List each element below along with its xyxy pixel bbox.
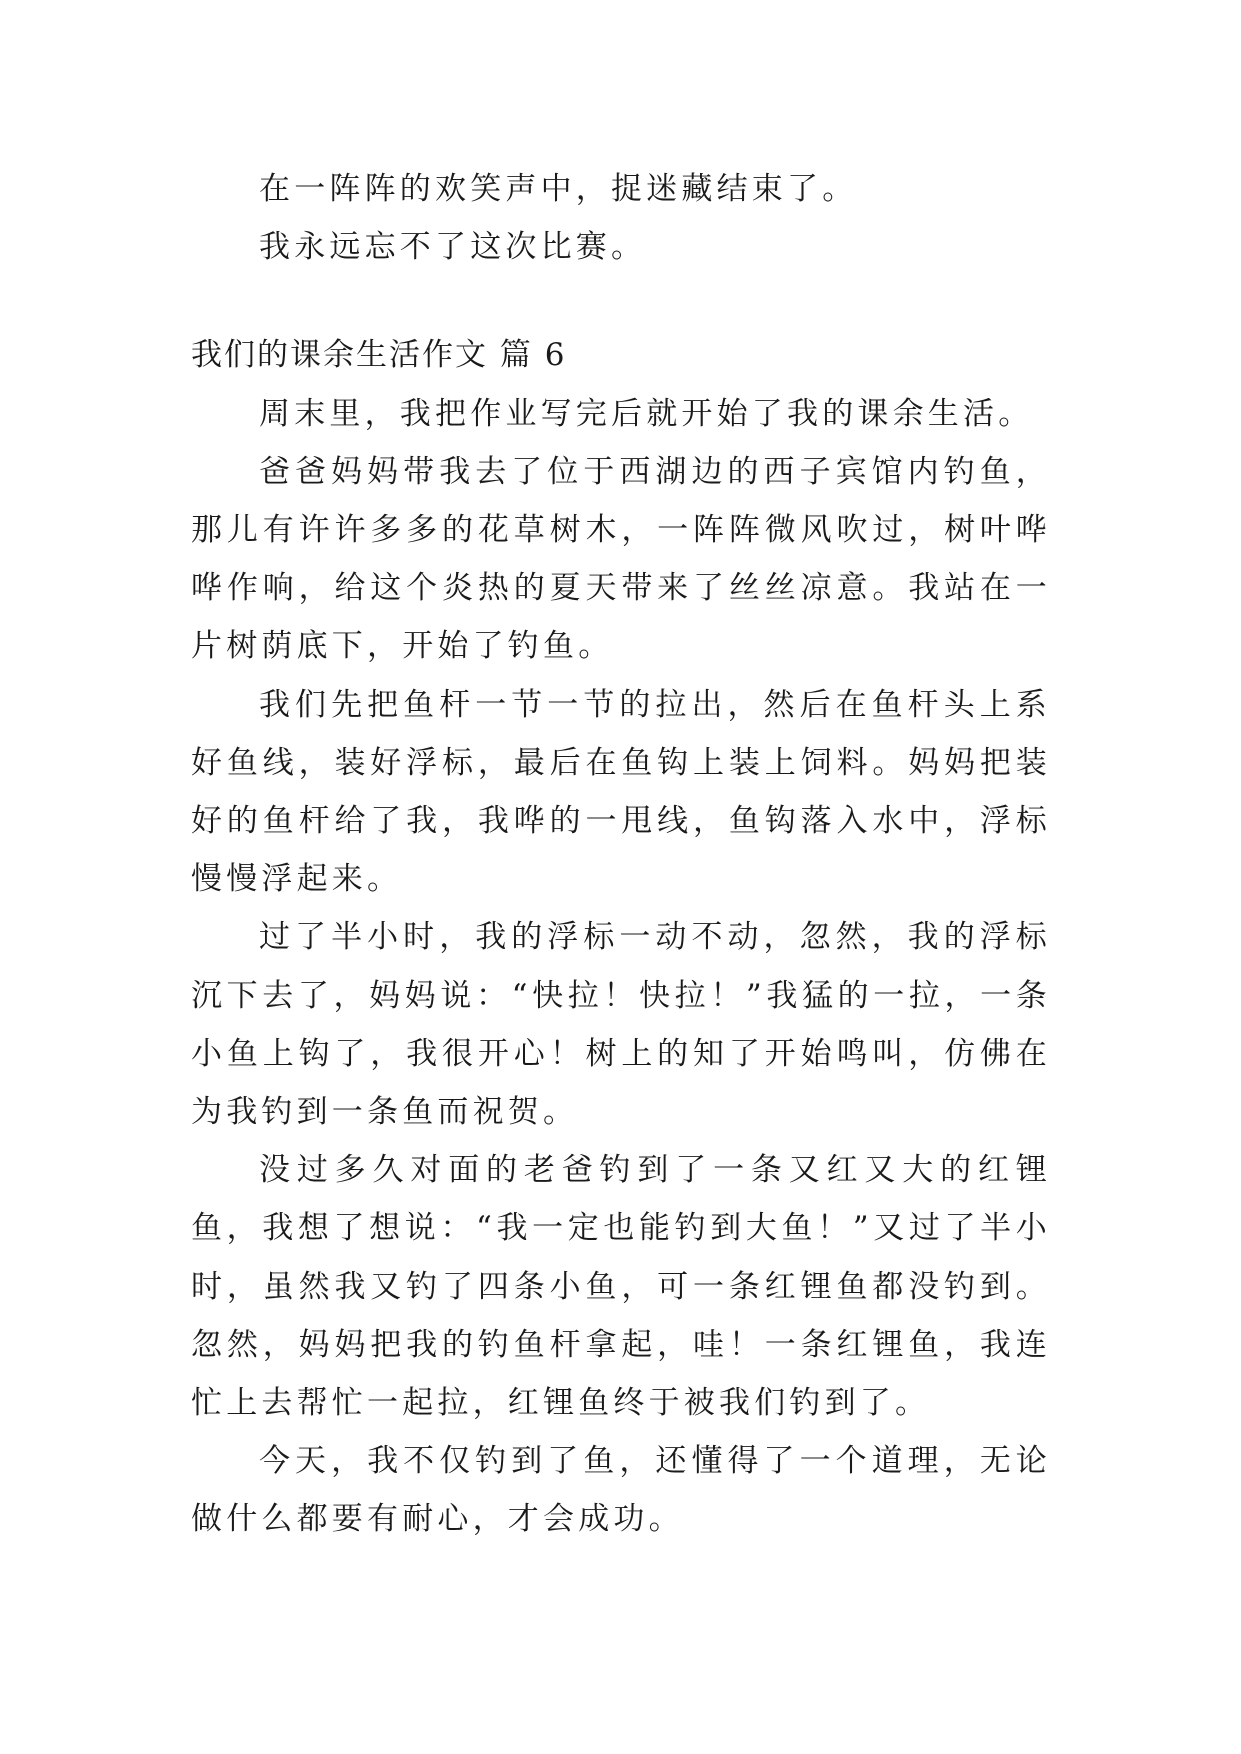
body-paragraph: 爸爸妈妈带我去了位于西湖边的西子宾馆内钓鱼，那儿有许许多多的花草树木，一阵阵微风吹过，树叶哗哗作响，给这个炎热的夏天带来了丝丝凉意。我站在一片树荫底下，开始了钓鱼。	[191, 453, 1051, 665]
body-paragraph: 没过多久对面的老爸钓到了一条又红又大的红锂鱼，我想了想说：“我一定也能钓到大鱼！”又过了半小时，虽然我又钓了四条小鱼，可一条红锂鱼都没钓到。忽然，妈妈把我的钓鱼杆拿起，哇！一条红锂鱼，我连忙上去帮忙一起拉，红锂鱼终于被我们钓到了。	[191, 1152, 1051, 1422]
section-gap	[191, 276, 1051, 326]
section-title: 我们的课余生活作文 篇 6	[191, 337, 567, 374]
body-paragraph: 周末里，我把作业写完后就开始了我的课余生活。	[259, 395, 1034, 432]
body-paragraph: 今天，我不仅钓到了鱼，还懂得了一个道理，无论做什么都要有耐心，才会成功。	[191, 1443, 1051, 1538]
document-body	[191, 160, 1051, 1549]
intro-paragraph: 我永远忘不了这次比赛。	[259, 229, 647, 266]
body-paragraph: 过了半小时，我的浮标一动不动，忽然，我的浮标沉下去了，妈妈说：“快拉！快拉！”我猛的一拉，一条小鱼上钩了，我很开心！树上的知了开始鸣叫，仿佛在为我钓到一条鱼而祝贺。	[191, 919, 1051, 1131]
intro-paragraph: 在一阵阵的欢笑声中，捉迷藏结束了。	[259, 171, 858, 207]
body-paragraph: 我们先把鱼杆一节一节的拉出，然后在鱼杆头上系好鱼线，装好浮标，最后在鱼钩上装上饲料。妈妈把装好的鱼杆给了我，我哗的一甩线，鱼钩落入水中，浮标慢慢浮起来。	[191, 686, 1051, 898]
